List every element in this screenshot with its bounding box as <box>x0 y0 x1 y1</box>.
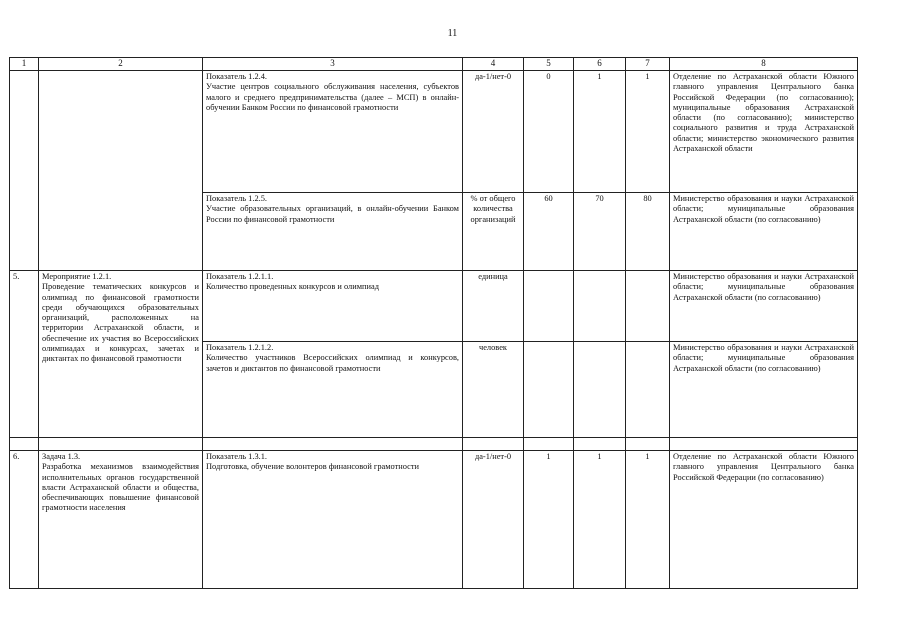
indicator-cell <box>203 271 463 342</box>
indicator-title: Показатель 1.3.1. <box>206 452 268 461</box>
separator-cell <box>524 438 574 451</box>
table-row <box>10 271 858 342</box>
unit-cell: единица <box>463 271 524 342</box>
indicator-cell <box>203 342 463 438</box>
value-cell: 80 <box>626 193 670 271</box>
table-row <box>10 451 858 589</box>
event-title: Мероприятие 1.2.1. <box>42 272 112 281</box>
value-cell <box>574 271 626 342</box>
value-cell: 0 <box>524 71 574 193</box>
executors-cell: Министерство образования и науки Астраханской области; муниципальные образования Астраханской области (по согласованию) <box>670 271 858 342</box>
indicator-text: Подготовка, обучение волонтеров финансовой грамотности <box>206 462 420 472</box>
page-number: 11 <box>447 28 458 39</box>
executors-cell: Отделение по Астраханской области Южного главного управления Центрального банка Российской Федерации (по согласованию) <box>670 451 858 589</box>
indicator-text: Количество участников Всероссийских олимпиад и конкурсов, зачетов и диктантов по финансовой грамотности <box>206 353 459 373</box>
indicator-text: Количество проведенных конкурсов и олимпиад <box>206 282 379 292</box>
value-cell: 70 <box>574 193 626 271</box>
value-cell <box>626 342 670 438</box>
number-cell: 5. <box>10 271 39 438</box>
plan-table <box>9 57 858 589</box>
indicator-text: Участие центров социального обслуживания населения, субъектов малого и среднего предпринимательства (далее – МСП) в онлайн-обучении Банком России по финансовой грамотности <box>206 82 459 112</box>
indicator-cell <box>203 193 463 271</box>
indicator-text: Участие образовательных организаций, в онлайн-обучении Банком России по финансовой грамотности <box>206 204 459 224</box>
value-cell: 1 <box>574 71 626 193</box>
column-header: 7 <box>626 58 670 71</box>
indicator-title: Показатель 1.2.1.2. <box>206 343 274 352</box>
separator-cell <box>574 438 626 451</box>
executors-cell: Министерство образования и науки Астраханской области; муниципальные образования Астраханской области (по согласованию) <box>670 342 858 438</box>
separator-cell <box>10 438 39 451</box>
unit-cell: человек <box>463 342 524 438</box>
number-cell <box>10 71 39 271</box>
indicator-cell <box>203 71 463 193</box>
column-header: 1 <box>10 58 39 71</box>
separator-row <box>10 438 858 451</box>
event-text: Разработка механизмов взаимодействия исполнительных органов государственной власти Астраханской области и общества, обеспечивающих повышение финансовой грамотности населения <box>42 462 199 513</box>
separator-cell <box>39 438 203 451</box>
column-header: 8 <box>670 58 858 71</box>
event-cell <box>39 271 203 438</box>
unit-cell: % от общего количества организаций <box>463 193 524 271</box>
indicator-cell <box>203 451 463 589</box>
unit-cell: да-1/нет-0 <box>463 451 524 589</box>
indicator-title: Показатель 1.2.4. <box>206 72 268 81</box>
table-row <box>10 71 858 193</box>
event-text: Проведение тематических конкурсов и олимпиад по финансовой грамотности среди обучающихся образовательных организаций, расположенных на территории Астраханской области, и обеспечение их участия во Всероссийских олимпиадах и конкурсах, зачетах и диктантах по финансовой грамотности <box>42 282 199 363</box>
column-header: 5 <box>524 58 574 71</box>
column-header: 3 <box>203 58 463 71</box>
value-cell: 1 <box>626 71 670 193</box>
value-cell <box>626 271 670 342</box>
event-title: Задача 1.3. <box>42 452 81 461</box>
executors-cell: Министерство образования и науки Астраханской области; муниципальные образования Астраханской области (по согласованию) <box>670 193 858 271</box>
event-cell <box>39 451 203 589</box>
separator-cell <box>670 438 858 451</box>
unit-cell: да-1/нет-0 <box>463 71 524 193</box>
header-row <box>10 58 858 71</box>
separator-cell <box>463 438 524 451</box>
event-cell <box>39 71 203 271</box>
number-cell: 6. <box>10 451 39 589</box>
value-cell <box>524 271 574 342</box>
indicator-title: Показатель 1.2.1.1. <box>206 272 274 281</box>
column-header: 2 <box>39 58 203 71</box>
separator-cell <box>203 438 463 451</box>
indicator-title: Показатель 1.2.5. <box>206 194 268 203</box>
value-cell: 1 <box>574 451 626 589</box>
executors-cell: Отделение по Астраханской области Южного главного управления Центрального банка Российской Федерации (по согласованию); муниципальные образования Астраханской области (по согласованию); министерство социального развития и труда Астраханской области; министерство экономического развития Астраханской области <box>670 71 858 193</box>
value-cell: 1 <box>626 451 670 589</box>
value-cell: 1 <box>524 451 574 589</box>
column-header: 4 <box>463 58 524 71</box>
column-header: 6 <box>574 58 626 71</box>
separator-cell <box>626 438 670 451</box>
value-cell <box>574 342 626 438</box>
value-cell <box>524 342 574 438</box>
value-cell: 60 <box>524 193 574 271</box>
